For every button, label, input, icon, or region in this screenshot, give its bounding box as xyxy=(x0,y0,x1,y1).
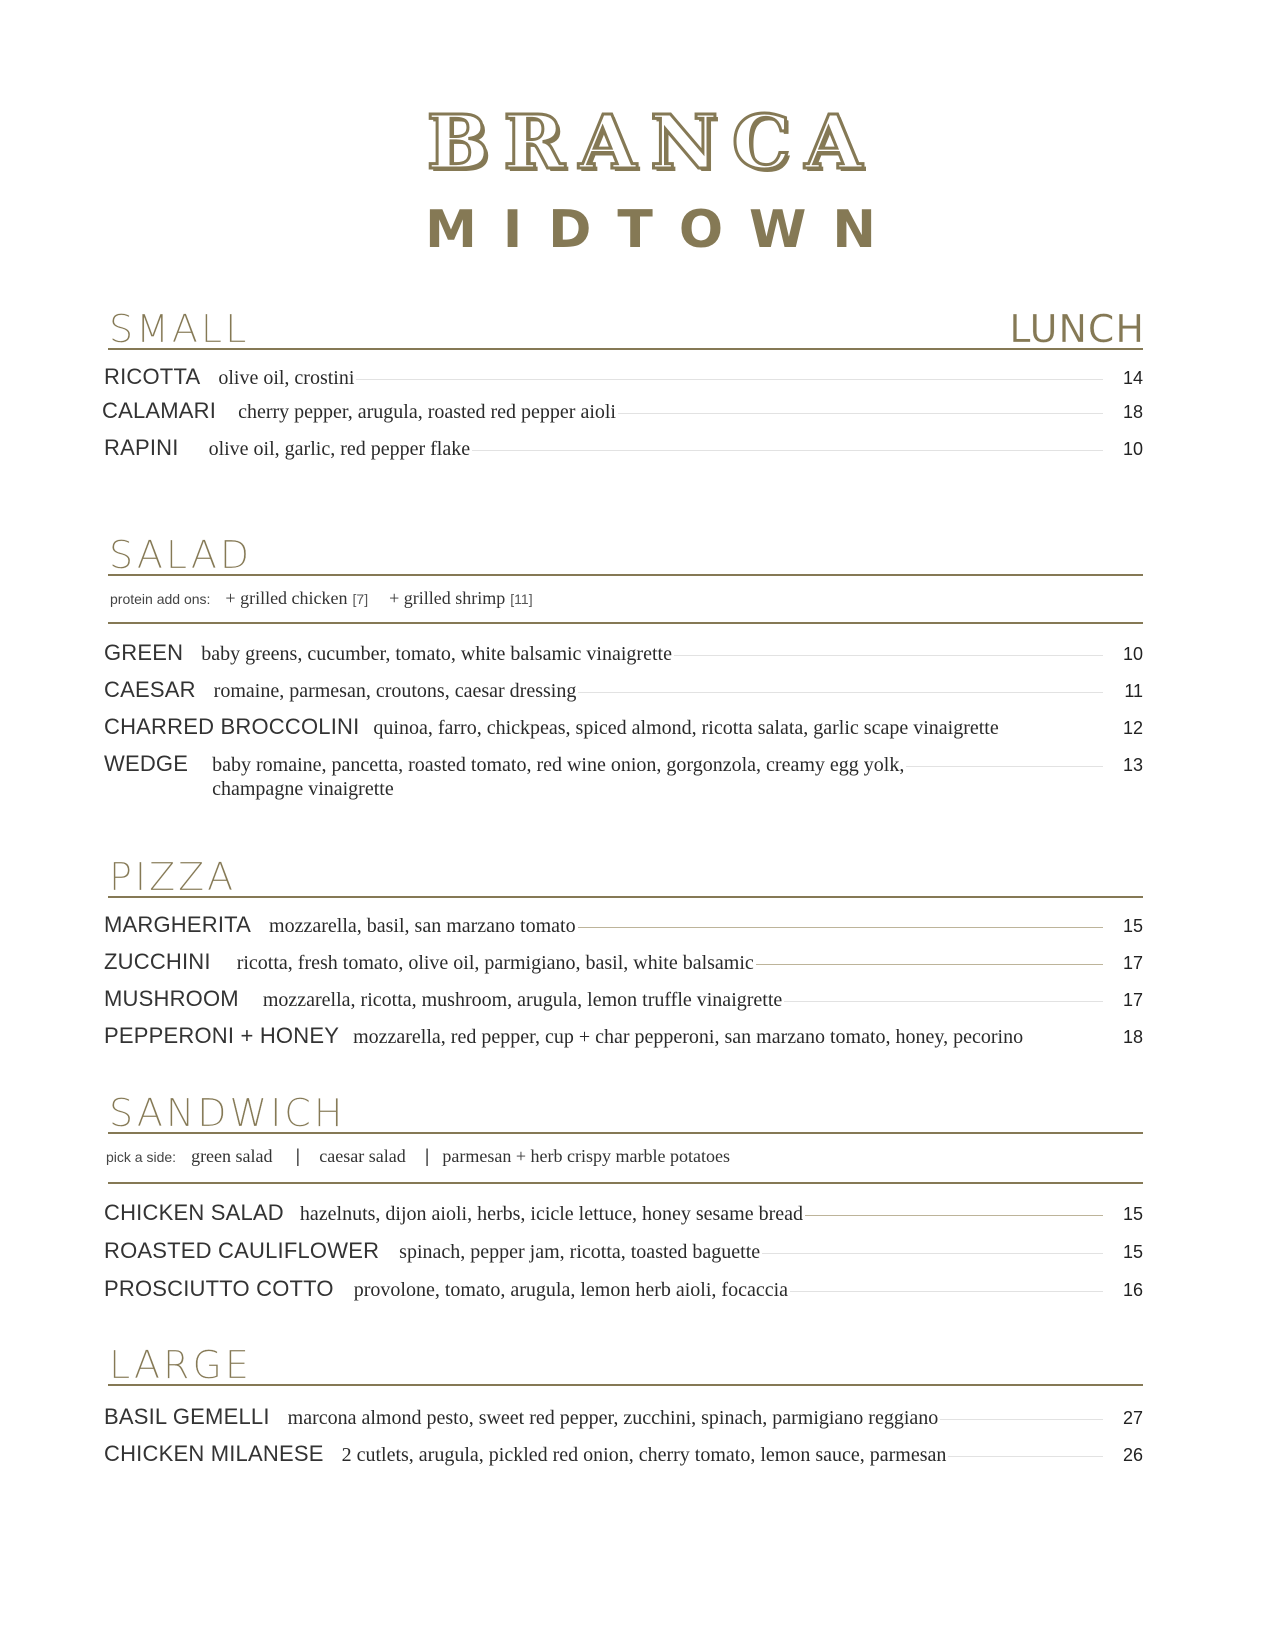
leader-line xyxy=(1001,729,1103,730)
leader-line xyxy=(356,379,1103,380)
section-large xyxy=(104,1343,1143,1478)
item-name: WEDGE xyxy=(104,751,189,776)
leader-line xyxy=(784,1001,1103,1002)
item-description-line1: baby romaine, pancetta, roasted tomato, red wine onion, gorgonzola, creamy egg yolk, xyxy=(212,754,905,776)
add-on-shrimp-price: [11] xyxy=(510,591,533,607)
add-on-chicken: + grilled chicken xyxy=(225,588,348,608)
item-price: 11 xyxy=(1124,681,1143,701)
item-description: ricotta, fresh tomato, olive oil, parmigiano, basil, white balsamic xyxy=(236,952,754,974)
item-price: 18 xyxy=(1122,1027,1143,1047)
leader-line xyxy=(940,1419,1103,1420)
section-header xyxy=(108,1343,1143,1387)
item-description: mozzarella, red pepper, cup + char pepperoni, san marzano tomato, honey, pecorino xyxy=(353,1026,1024,1048)
item-price: 10 xyxy=(1122,644,1143,664)
item-description: baby greens, cucumber, tomato, white balsamic vinaigrette xyxy=(201,643,672,665)
section-header xyxy=(108,307,1145,351)
item-name: ZUCCHINI xyxy=(104,949,211,974)
item-name: CHICKEN MILANESE xyxy=(104,1441,324,1466)
section-title: SALAD xyxy=(109,533,253,577)
section-header xyxy=(108,1091,1143,1135)
menu-label: LUNCH xyxy=(1009,307,1145,351)
leader-line xyxy=(756,964,1103,965)
menu-item xyxy=(104,677,1143,714)
menu-item xyxy=(104,364,1143,398)
menu-item xyxy=(102,398,1143,435)
leader-line xyxy=(578,692,1103,693)
item-description: mozzarella, ricotta, mushroom, arugula, lemon truffle vinaigrette xyxy=(262,989,783,1011)
leader-line xyxy=(948,1456,1103,1457)
add-ons-label: protein add ons: xyxy=(110,591,211,607)
menu-item xyxy=(104,949,1143,986)
item-name: PEPPERONI + HONEY xyxy=(104,1023,340,1048)
menu-item xyxy=(104,435,1143,469)
item-price: 13 xyxy=(1122,755,1143,775)
item-description: quinoa, farro, chickpeas, spiced almond, ricotta salata, garlic scape vinaigrette xyxy=(373,717,999,739)
separator: | xyxy=(424,1146,430,1166)
item-name: BASIL GEMELLI xyxy=(104,1404,270,1429)
section-title: SANDWICH xyxy=(109,1091,346,1135)
item-name: RICOTTA xyxy=(104,364,201,389)
side-options xyxy=(108,1134,1143,1184)
section-title: SMALL xyxy=(109,307,250,351)
menu-item xyxy=(104,751,1143,811)
item-name: CHARRED BROCCOLINI xyxy=(104,714,360,739)
menu-item xyxy=(104,1441,1143,1478)
item-price: 12 xyxy=(1122,718,1143,738)
menu-item xyxy=(104,912,1143,949)
section-title: PIZZA xyxy=(109,855,237,899)
item-price: 10 xyxy=(1122,439,1143,459)
section-sandwich xyxy=(104,1091,1143,1314)
item-name: MUSHROOM xyxy=(104,986,239,1011)
leader-line xyxy=(674,655,1103,656)
section-header xyxy=(108,533,1143,577)
protein-add-ons xyxy=(108,576,1143,624)
add-on-shrimp: + grilled shrimp xyxy=(389,588,506,608)
leader-line xyxy=(906,766,1103,767)
item-description: marcona almond pesto, sweet red pepper, zucchini, spinach, parmigiano reggiano xyxy=(287,1407,939,1429)
item-description-line2: champagne vinaigrette xyxy=(212,778,394,800)
item-price: 14 xyxy=(1122,368,1143,388)
item-description xyxy=(212,754,905,800)
item-price: 15 xyxy=(1122,916,1143,936)
item-description: olive oil, crostini xyxy=(218,367,355,389)
leader-line xyxy=(618,413,1103,414)
section-pizza xyxy=(104,855,1143,1060)
separator: | xyxy=(295,1146,301,1166)
item-price: 17 xyxy=(1122,953,1143,973)
menu-item xyxy=(104,1238,1143,1276)
item-description: provolone, tomato, arugula, lemon herb aioli, focaccia xyxy=(353,1279,789,1301)
item-price: 15 xyxy=(1122,1242,1143,1262)
item-price: 17 xyxy=(1122,990,1143,1010)
menu-item xyxy=(104,640,1143,677)
item-name: CHICKEN SALAD xyxy=(104,1200,284,1225)
item-name: MARGHERITA xyxy=(104,912,252,937)
item-description: mozzarella, basil, san marzano tomato xyxy=(269,915,576,937)
menu-item xyxy=(104,1023,1143,1060)
item-description: olive oil, garlic, red pepper flake xyxy=(208,438,471,460)
menu-item xyxy=(104,1276,1143,1314)
leader-line xyxy=(472,450,1103,451)
item-description: cherry pepper, arugula, roasted red pepper aioli xyxy=(238,401,616,423)
leader-line xyxy=(1025,1038,1103,1039)
section-small xyxy=(102,307,1145,469)
add-on-chicken-price: [7] xyxy=(352,591,369,607)
leader-line xyxy=(805,1215,1103,1216)
brand-location: MIDTOWN xyxy=(425,200,902,260)
item-price: 16 xyxy=(1122,1280,1143,1300)
item-description: 2 cutlets, arugula, pickled red onion, cherry tomato, lemon sauce, parmesan xyxy=(341,1444,947,1466)
item-name: CALAMARI xyxy=(102,398,217,423)
item-description: hazelnuts, dijon aioli, herbs, icicle lettuce, honey sesame bread xyxy=(299,1203,804,1225)
item-name: PROSCIUTTO COTTO xyxy=(104,1276,334,1301)
leader-line xyxy=(762,1253,1103,1254)
menu-item xyxy=(104,714,1143,751)
brand-name: BRANCA xyxy=(426,100,877,186)
menu-item xyxy=(104,1404,1143,1441)
item-price: 15 xyxy=(1122,1204,1143,1224)
item-price: 18 xyxy=(1122,402,1143,422)
sides-label: pick a side: xyxy=(106,1149,177,1165)
section-title: LARGE xyxy=(109,1343,252,1387)
menu-item xyxy=(104,1200,1143,1238)
menu-item xyxy=(104,986,1143,1023)
item-name: RAPINI xyxy=(104,435,179,460)
item-name: ROASTED CAULIFLOWER xyxy=(104,1238,380,1263)
leader-line xyxy=(578,927,1103,928)
item-name: GREEN xyxy=(104,640,184,665)
leader-line xyxy=(790,1291,1103,1292)
item-description: spinach, pepper jam, ricotta, toasted baguette xyxy=(399,1241,761,1263)
side-potatoes: parmesan + herb crispy marble potatoes xyxy=(442,1146,730,1166)
item-name: CAESAR xyxy=(104,677,196,702)
item-description: romaine, parmesan, croutons, caesar dressing xyxy=(213,680,577,702)
item-price: 26 xyxy=(1122,1445,1143,1465)
side-caesar-salad: caesar salad xyxy=(319,1146,406,1166)
side-green-salad: green salad xyxy=(191,1146,273,1166)
section-salad xyxy=(104,533,1143,811)
section-header xyxy=(108,855,1143,899)
item-price: 27 xyxy=(1122,1408,1143,1428)
